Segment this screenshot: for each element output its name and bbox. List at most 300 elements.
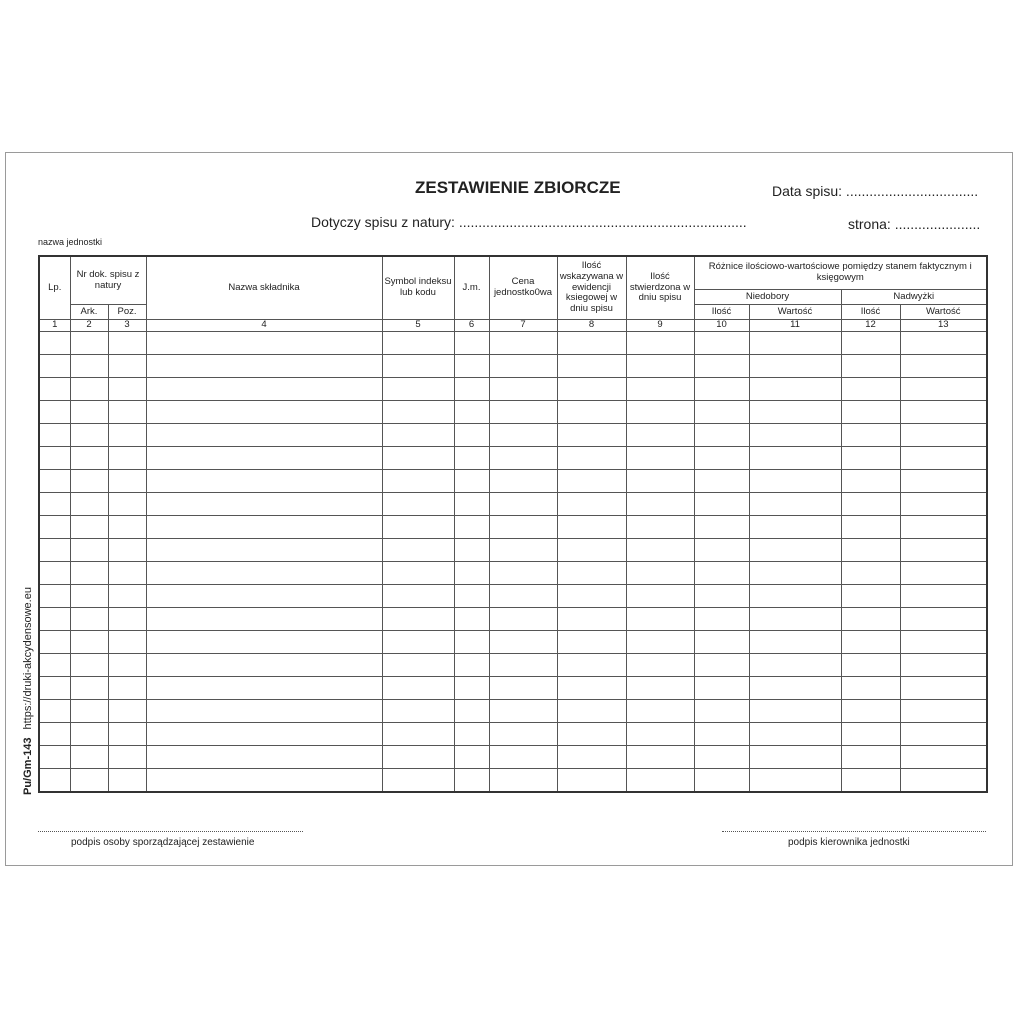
table-cell[interactable] xyxy=(489,676,557,699)
table-cell[interactable] xyxy=(146,722,382,745)
table-cell[interactable] xyxy=(749,607,841,630)
table-cell[interactable] xyxy=(382,423,454,446)
table-cell[interactable] xyxy=(749,423,841,446)
table-cell[interactable] xyxy=(382,584,454,607)
table-cell[interactable] xyxy=(454,630,489,653)
table-cell[interactable] xyxy=(749,538,841,561)
table-cell[interactable] xyxy=(841,607,900,630)
table-cell[interactable] xyxy=(70,584,108,607)
table-cell[interactable] xyxy=(489,768,557,792)
table-cell[interactable] xyxy=(626,515,694,538)
table-cell[interactable] xyxy=(146,446,382,469)
table-cell[interactable] xyxy=(694,676,749,699)
table-cell[interactable] xyxy=(557,745,626,768)
table-cell[interactable] xyxy=(382,630,454,653)
table-cell[interactable] xyxy=(108,331,146,354)
table-cell[interactable] xyxy=(108,653,146,676)
table-cell[interactable] xyxy=(108,699,146,722)
table-cell[interactable] xyxy=(841,561,900,584)
manager-signature-line xyxy=(722,831,986,832)
table-cell[interactable] xyxy=(382,331,454,354)
table-row xyxy=(39,492,987,515)
table-cell[interactable] xyxy=(489,722,557,745)
table-cell[interactable] xyxy=(382,538,454,561)
table-cell[interactable] xyxy=(70,492,108,515)
header-niedobory-wartosc: Wartość xyxy=(749,305,841,320)
table-cell[interactable] xyxy=(146,515,382,538)
table-cell[interactable] xyxy=(626,354,694,377)
table-cell[interactable] xyxy=(146,400,382,423)
table-cell[interactable] xyxy=(749,584,841,607)
table-cell[interactable] xyxy=(749,446,841,469)
table-cell[interactable] xyxy=(108,469,146,492)
table-row xyxy=(39,354,987,377)
table-cell[interactable] xyxy=(454,653,489,676)
table-cell[interactable] xyxy=(694,515,749,538)
table-cell[interactable] xyxy=(108,630,146,653)
table-row xyxy=(39,331,987,354)
table-cell[interactable] xyxy=(694,377,749,400)
table-cell[interactable] xyxy=(694,331,749,354)
table-cell[interactable] xyxy=(841,699,900,722)
form-code: Pu/Gm-143 xyxy=(22,737,34,795)
table-cell[interactable] xyxy=(841,492,900,515)
table-cell[interactable] xyxy=(39,768,70,792)
table-cell[interactable] xyxy=(382,492,454,515)
table-cell[interactable] xyxy=(694,584,749,607)
table-cell[interactable] xyxy=(70,745,108,768)
table-cell[interactable] xyxy=(146,676,382,699)
table-cell[interactable] xyxy=(557,331,626,354)
table-cell[interactable] xyxy=(557,722,626,745)
table-cell[interactable] xyxy=(557,584,626,607)
table-cell[interactable] xyxy=(382,377,454,400)
table-cell[interactable] xyxy=(39,400,70,423)
table-cell[interactable] xyxy=(108,377,146,400)
table-cell[interactable] xyxy=(694,400,749,423)
table-cell[interactable] xyxy=(146,653,382,676)
table-cell[interactable] xyxy=(557,492,626,515)
table-cell[interactable] xyxy=(626,469,694,492)
table-cell[interactable] xyxy=(841,768,900,792)
table-cell[interactable] xyxy=(454,699,489,722)
table-cell[interactable] xyxy=(454,584,489,607)
table-cell[interactable] xyxy=(749,492,841,515)
table-cell[interactable] xyxy=(39,722,70,745)
table-cell[interactable] xyxy=(626,607,694,630)
table-cell[interactable] xyxy=(489,331,557,354)
header-nr-dok: Nr dok. spisu z natury xyxy=(70,256,146,305)
table-cell[interactable] xyxy=(694,561,749,584)
table-cell[interactable] xyxy=(900,607,987,630)
table-cell[interactable] xyxy=(70,561,108,584)
table-cell[interactable] xyxy=(489,469,557,492)
table-cell[interactable] xyxy=(382,768,454,792)
table-cell[interactable] xyxy=(900,492,987,515)
table-cell[interactable] xyxy=(694,423,749,446)
table-row xyxy=(39,745,987,768)
table-cell[interactable] xyxy=(626,676,694,699)
table-cell[interactable] xyxy=(626,446,694,469)
table-cell[interactable] xyxy=(694,653,749,676)
table-cell[interactable] xyxy=(70,630,108,653)
table-cell[interactable] xyxy=(70,446,108,469)
table-cell[interactable] xyxy=(382,515,454,538)
table-cell[interactable] xyxy=(749,331,841,354)
table-cell[interactable] xyxy=(900,377,987,400)
table-cell[interactable] xyxy=(454,745,489,768)
table-cell[interactable] xyxy=(626,653,694,676)
table-cell[interactable] xyxy=(454,538,489,561)
column-number: 3 xyxy=(108,320,146,332)
table-cell[interactable] xyxy=(70,331,108,354)
table-cell[interactable] xyxy=(900,745,987,768)
table-cell[interactable] xyxy=(557,768,626,792)
table-cell[interactable] xyxy=(454,676,489,699)
table-cell[interactable] xyxy=(146,768,382,792)
table-cell[interactable] xyxy=(557,423,626,446)
table-cell[interactable] xyxy=(489,630,557,653)
table-cell[interactable] xyxy=(39,653,70,676)
table-cell[interactable] xyxy=(749,630,841,653)
table-cell[interactable] xyxy=(694,630,749,653)
table-cell[interactable] xyxy=(557,653,626,676)
table-cell[interactable] xyxy=(382,607,454,630)
table-row xyxy=(39,607,987,630)
table-cell[interactable] xyxy=(382,354,454,377)
table-cell[interactable] xyxy=(841,630,900,653)
table-cell[interactable] xyxy=(146,538,382,561)
header-cena: Cena jednostko0wa xyxy=(489,256,557,320)
table-cell[interactable] xyxy=(694,354,749,377)
table-cell[interactable] xyxy=(108,676,146,699)
table-row xyxy=(39,653,987,676)
table-cell[interactable] xyxy=(626,630,694,653)
column-number: 4 xyxy=(146,320,382,332)
table-cell[interactable] xyxy=(557,446,626,469)
table-cell[interactable] xyxy=(146,584,382,607)
table-cell[interactable] xyxy=(39,676,70,699)
table-cell[interactable] xyxy=(70,423,108,446)
header-lp: Lp. xyxy=(39,256,70,320)
table-cell[interactable] xyxy=(454,354,489,377)
table-cell[interactable] xyxy=(749,377,841,400)
table-cell[interactable] xyxy=(841,745,900,768)
blank-entry-rows xyxy=(39,331,987,792)
column-number-row xyxy=(39,320,987,332)
table-cell[interactable] xyxy=(557,400,626,423)
table-cell[interactable] xyxy=(489,745,557,768)
table-cell[interactable] xyxy=(557,676,626,699)
table-cell[interactable] xyxy=(39,515,70,538)
table-cell[interactable] xyxy=(900,446,987,469)
table-cell[interactable] xyxy=(108,768,146,792)
side-form-code xyxy=(22,587,34,795)
table-cell[interactable] xyxy=(108,745,146,768)
table-cell[interactable] xyxy=(70,722,108,745)
header-symbol: Symbol indeksu lub kodu xyxy=(382,256,454,320)
table-row xyxy=(39,515,987,538)
table-cell[interactable] xyxy=(454,607,489,630)
manager-signature-label: podpis kierownika jednostki xyxy=(788,837,910,848)
table-cell[interactable] xyxy=(489,377,557,400)
column-number: 5 xyxy=(382,320,454,332)
table-cell[interactable] xyxy=(900,722,987,745)
table-cell[interactable] xyxy=(900,538,987,561)
table-cell[interactable] xyxy=(70,607,108,630)
table-cell[interactable] xyxy=(108,423,146,446)
table-cell[interactable] xyxy=(489,354,557,377)
table-cell[interactable] xyxy=(489,561,557,584)
table-cell[interactable] xyxy=(108,722,146,745)
table-cell[interactable] xyxy=(108,584,146,607)
table-cell[interactable] xyxy=(841,584,900,607)
table-cell[interactable] xyxy=(626,561,694,584)
table-cell[interactable] xyxy=(841,377,900,400)
table-cell[interactable] xyxy=(749,561,841,584)
table-cell[interactable] xyxy=(489,653,557,676)
table-cell[interactable] xyxy=(900,676,987,699)
table-cell[interactable] xyxy=(626,584,694,607)
preparer-signature-line xyxy=(38,831,303,832)
table-cell[interactable] xyxy=(70,768,108,792)
table-cell[interactable] xyxy=(694,492,749,515)
table-cell[interactable] xyxy=(70,699,108,722)
table-cell[interactable] xyxy=(39,584,70,607)
table-cell[interactable] xyxy=(626,538,694,561)
table-cell[interactable] xyxy=(382,446,454,469)
table-cell[interactable] xyxy=(454,423,489,446)
column-number: 8 xyxy=(557,320,626,332)
table-cell[interactable] xyxy=(39,538,70,561)
table-cell[interactable] xyxy=(39,354,70,377)
table-cell[interactable] xyxy=(70,377,108,400)
table-cell[interactable] xyxy=(694,446,749,469)
table-cell[interactable] xyxy=(489,584,557,607)
table-cell[interactable] xyxy=(900,331,987,354)
table-cell[interactable] xyxy=(694,538,749,561)
table-cell[interactable] xyxy=(694,722,749,745)
table-cell[interactable] xyxy=(146,561,382,584)
table-cell[interactable] xyxy=(39,630,70,653)
table-cell[interactable] xyxy=(146,354,382,377)
table-cell[interactable] xyxy=(70,354,108,377)
table-cell[interactable] xyxy=(39,561,70,584)
table-cell[interactable] xyxy=(749,653,841,676)
table-cell[interactable] xyxy=(626,722,694,745)
table-cell[interactable] xyxy=(108,561,146,584)
header-niedobory-ilosc: Ilość xyxy=(694,305,749,320)
table-cell[interactable] xyxy=(454,492,489,515)
table-cell[interactable] xyxy=(382,561,454,584)
table-cell[interactable] xyxy=(39,331,70,354)
table-cell[interactable] xyxy=(382,469,454,492)
table-cell[interactable] xyxy=(454,469,489,492)
table-cell[interactable] xyxy=(557,515,626,538)
table-cell[interactable] xyxy=(694,768,749,792)
page-number-field: strona: ...................... xyxy=(848,216,981,232)
table-cell[interactable] xyxy=(900,423,987,446)
table-cell[interactable] xyxy=(841,400,900,423)
table-cell[interactable] xyxy=(749,745,841,768)
table-cell[interactable] xyxy=(146,423,382,446)
table-cell[interactable] xyxy=(146,745,382,768)
table-cell[interactable] xyxy=(749,699,841,722)
table-cell[interactable] xyxy=(900,699,987,722)
table-cell[interactable] xyxy=(900,653,987,676)
table-cell[interactable] xyxy=(626,492,694,515)
table-cell[interactable] xyxy=(489,607,557,630)
table-cell[interactable] xyxy=(39,607,70,630)
table-cell[interactable] xyxy=(489,538,557,561)
table-cell[interactable] xyxy=(557,607,626,630)
table-cell[interactable] xyxy=(626,423,694,446)
table-cell[interactable] xyxy=(900,354,987,377)
table-cell[interactable] xyxy=(382,699,454,722)
table-cell[interactable] xyxy=(146,630,382,653)
table-cell[interactable] xyxy=(900,561,987,584)
table-cell[interactable] xyxy=(454,400,489,423)
table-cell[interactable] xyxy=(694,469,749,492)
header-roznice: Różnice ilościowo-wartościowe pomiędzy stanem faktycznym i księgowym xyxy=(694,256,987,290)
table-cell[interactable] xyxy=(626,331,694,354)
table-cell[interactable] xyxy=(749,469,841,492)
table-cell[interactable] xyxy=(557,377,626,400)
table-cell[interactable] xyxy=(108,607,146,630)
table-cell[interactable] xyxy=(841,538,900,561)
table-cell[interactable] xyxy=(454,515,489,538)
table-cell[interactable] xyxy=(841,653,900,676)
table-cell[interactable] xyxy=(146,492,382,515)
unit-name-label: nazwa jednostki xyxy=(38,237,103,247)
table-cell[interactable] xyxy=(694,607,749,630)
table-cell[interactable] xyxy=(749,722,841,745)
table-cell[interactable] xyxy=(626,768,694,792)
table-cell[interactable] xyxy=(108,354,146,377)
table-cell[interactable] xyxy=(557,630,626,653)
table-row xyxy=(39,699,987,722)
table-cell[interactable] xyxy=(900,515,987,538)
table-cell[interactable] xyxy=(39,699,70,722)
table-cell[interactable] xyxy=(39,469,70,492)
table-cell[interactable] xyxy=(841,676,900,699)
header-nadwyzki-wartosc: Wartość xyxy=(900,305,987,320)
table-cell[interactable] xyxy=(841,469,900,492)
table-cell[interactable] xyxy=(454,561,489,584)
table-cell[interactable] xyxy=(108,538,146,561)
column-number: 13 xyxy=(900,320,987,332)
table-cell[interactable] xyxy=(146,377,382,400)
table-cell[interactable] xyxy=(39,446,70,469)
table-cell[interactable] xyxy=(70,538,108,561)
table-cell[interactable] xyxy=(841,331,900,354)
table-cell[interactable] xyxy=(108,492,146,515)
table-cell[interactable] xyxy=(70,653,108,676)
table-cell[interactable] xyxy=(841,354,900,377)
table-cell[interactable] xyxy=(557,561,626,584)
table-row xyxy=(39,722,987,745)
table-cell[interactable] xyxy=(841,515,900,538)
table-cell[interactable] xyxy=(108,515,146,538)
table-cell[interactable] xyxy=(489,492,557,515)
table-cell[interactable] xyxy=(146,607,382,630)
table-cell[interactable] xyxy=(108,446,146,469)
table-cell[interactable] xyxy=(900,584,987,607)
table-cell[interactable] xyxy=(454,446,489,469)
table-cell[interactable] xyxy=(749,676,841,699)
table-cell[interactable] xyxy=(70,400,108,423)
table-cell[interactable] xyxy=(489,515,557,538)
header-ilosc-stwierdzona: Ilość stwierdzona w dniu spisu xyxy=(626,256,694,320)
table-cell[interactable] xyxy=(382,400,454,423)
table-cell[interactable] xyxy=(382,676,454,699)
table-cell[interactable] xyxy=(900,400,987,423)
header-jm: J.m. xyxy=(454,256,489,320)
header-ark: Ark. xyxy=(70,305,108,320)
table-cell[interactable] xyxy=(70,676,108,699)
table-row xyxy=(39,446,987,469)
table-cell[interactable] xyxy=(382,722,454,745)
summary-table xyxy=(38,255,988,793)
table-cell[interactable] xyxy=(557,469,626,492)
table-cell[interactable] xyxy=(749,400,841,423)
header-nadwyzki: Nadwyżki xyxy=(841,290,987,305)
table-cell[interactable] xyxy=(749,515,841,538)
table-cell[interactable] xyxy=(454,331,489,354)
column-number: 11 xyxy=(749,320,841,332)
table-cell[interactable] xyxy=(557,354,626,377)
table-cell[interactable] xyxy=(39,377,70,400)
table-cell[interactable] xyxy=(39,423,70,446)
table-cell[interactable] xyxy=(489,423,557,446)
table-cell[interactable] xyxy=(70,515,108,538)
table-cell[interactable] xyxy=(557,538,626,561)
table-cell[interactable] xyxy=(694,699,749,722)
table-cell[interactable] xyxy=(454,768,489,792)
table-cell[interactable] xyxy=(626,377,694,400)
table-cell[interactable] xyxy=(382,745,454,768)
table-cell[interactable] xyxy=(146,699,382,722)
table-cell[interactable] xyxy=(489,446,557,469)
table-cell[interactable] xyxy=(454,377,489,400)
table-cell[interactable] xyxy=(70,469,108,492)
table-cell[interactable] xyxy=(489,699,557,722)
table-cell[interactable] xyxy=(146,331,382,354)
table-cell[interactable] xyxy=(108,400,146,423)
table-cell[interactable] xyxy=(841,446,900,469)
table-cell[interactable] xyxy=(841,722,900,745)
preparer-signature-label: podpis osoby sporządzającej zestawienie xyxy=(71,837,255,848)
table-cell[interactable] xyxy=(841,423,900,446)
column-number: 12 xyxy=(841,320,900,332)
table-cell[interactable] xyxy=(39,745,70,768)
table-cell[interactable] xyxy=(382,653,454,676)
table-cell[interactable] xyxy=(900,630,987,653)
table-cell[interactable] xyxy=(146,469,382,492)
table-cell[interactable] xyxy=(626,400,694,423)
table-cell[interactable] xyxy=(626,699,694,722)
table-cell[interactable] xyxy=(900,469,987,492)
table-cell[interactable] xyxy=(694,745,749,768)
table-cell[interactable] xyxy=(749,768,841,792)
table-cell[interactable] xyxy=(749,354,841,377)
table-cell[interactable] xyxy=(900,768,987,792)
table-cell[interactable] xyxy=(626,745,694,768)
table-cell[interactable] xyxy=(454,722,489,745)
table-cell[interactable] xyxy=(39,492,70,515)
table-cell[interactable] xyxy=(557,699,626,722)
table-cell[interactable] xyxy=(489,400,557,423)
